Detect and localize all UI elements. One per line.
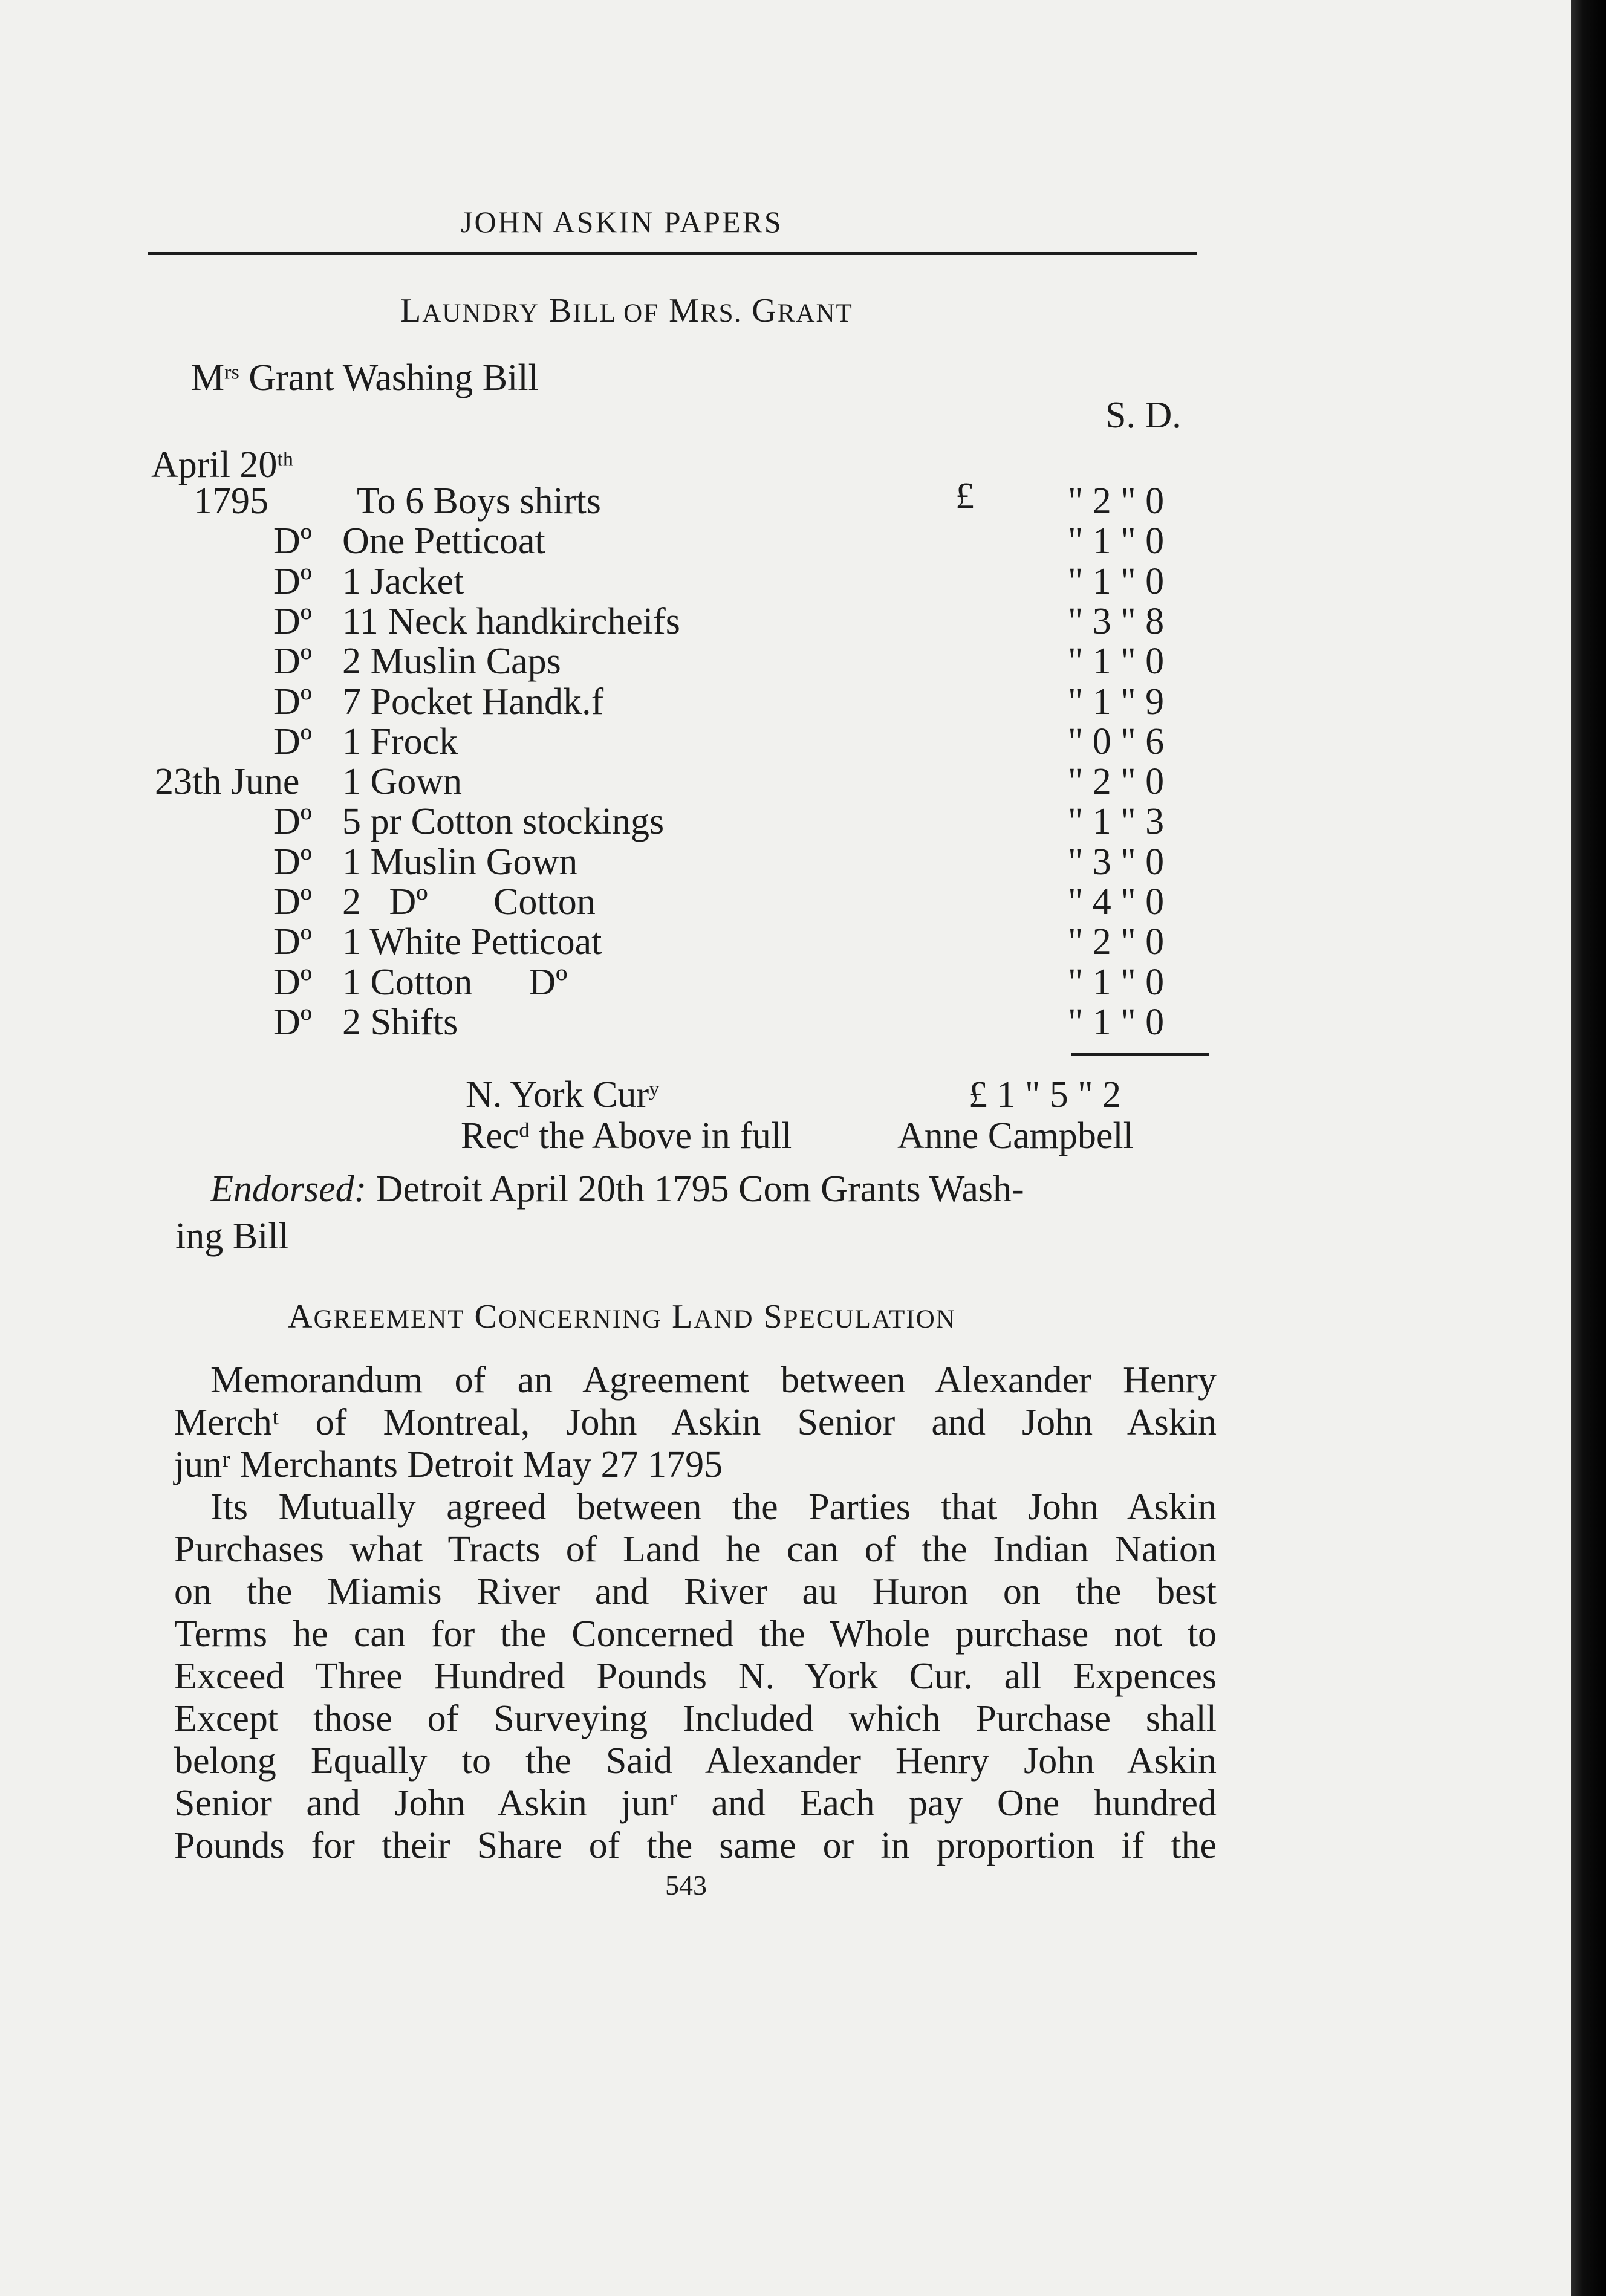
row-item: 2 Shifts [342, 1002, 458, 1043]
row-amount: " 1 " 0 [1068, 962, 1165, 1003]
row-item: 1 Jacket [342, 561, 464, 602]
currency-symbol: £ [955, 476, 974, 517]
row-date: Dº [273, 601, 312, 642]
endorsement: Endorsed: Detroit April 20th 1795 Com Grants Wash- [210, 1169, 1024, 1210]
first-year: 1795 [193, 481, 268, 522]
agreement-line: Except those of Surveying Included which Purchase shall [174, 1698, 1217, 1739]
total-amount: £ 1 " 5 " 2 [969, 1074, 1122, 1115]
row-amount: " 1 " 0 [1068, 561, 1165, 602]
row-item: 1 Frock [342, 721, 458, 762]
row-item: 5 pr Cotton stockings [342, 801, 665, 842]
total-rule [1071, 1053, 1209, 1056]
row-item: To 6 Boys shirts [357, 481, 601, 522]
page-edge-shadow [1571, 0, 1606, 2296]
agreement-line: Purchases what Tracts of Land he can of the Indian Nation [174, 1529, 1217, 1570]
row-date: Dº [273, 520, 312, 562]
row-date: Dº [273, 721, 312, 762]
row-amount: " 1 " 9 [1068, 681, 1165, 722]
row-date: Dº [273, 842, 312, 883]
row-amount: " 1 " 0 [1068, 520, 1165, 562]
agreement-line: Memorandum of an Agreement between Alexander Henry [210, 1360, 1217, 1401]
row-amount: " 2 " 0 [1068, 481, 1165, 522]
agreement-line: belong Equally to the Said Alexander Henry John Askin [174, 1740, 1217, 1782]
page-number: 543 [665, 1870, 707, 1901]
row-date: Dº [273, 962, 312, 1003]
row-item: 1 Muslin Gown [342, 842, 578, 883]
row-amount: " 4 " 0 [1068, 881, 1165, 923]
column-header-sd: S. D. [1105, 395, 1182, 436]
header-rule [148, 252, 1197, 255]
row-date: Dº [273, 681, 312, 722]
agreement-line: Its Mutually agreed between the Parties that John Askin [210, 1487, 1217, 1528]
row-item: 1 White Petticoat [342, 921, 602, 962]
row-date: Dº [273, 1002, 312, 1043]
row-amount: " 2 " 0 [1068, 761, 1165, 802]
agreement-line: junʳ Merchants Detroit May 27 1795 [174, 1444, 723, 1485]
row-amount: " 1 " 0 [1068, 641, 1165, 682]
row-item: 1 Gown [342, 761, 463, 802]
row-amount: " 3 " 8 [1068, 601, 1165, 642]
row-item: 2 Muslin Caps [342, 641, 561, 682]
row-date: Dº [273, 641, 312, 682]
row-item: 2 Dº Cotton [342, 881, 596, 923]
total-label: N. York Cur$^y$ [466, 1074, 660, 1115]
row-item: 11 Neck handkircheifs [342, 601, 680, 642]
row-date: Dº [273, 881, 312, 923]
receipt-signature: Anne Campbell [897, 1115, 1134, 1156]
first-date: April 20th [151, 444, 293, 485]
row-amount: " 3 " 0 [1068, 842, 1165, 883]
receipt-line: Rec$^d$ the Above in full [461, 1115, 792, 1156]
agreement-line: Merchᵗ of Montreal, John Askin Senior and John Askin [174, 1402, 1217, 1443]
row-date: Dº [273, 561, 312, 602]
bill-title: $M^{rs}$ Grant Washing Bill [191, 357, 539, 398]
row-date: Dº [273, 801, 312, 842]
agreement-line: Exceed Three Hundred Pounds N. York Cur. all Expences [174, 1656, 1217, 1697]
row-amount: " 0 " 6 [1068, 721, 1165, 762]
row-item: 1 Cotton Dº [342, 962, 568, 1003]
row-amount: " 2 " 0 [1068, 921, 1165, 962]
endorsement-continued: ing Bill [175, 1216, 289, 1257]
row-item: One Petticoat [342, 520, 545, 562]
row-amount: " 1 " 3 [1068, 801, 1165, 842]
agreement-line: Pounds for their Share of the same or in proportion if the [174, 1825, 1217, 1866]
row-amount: " 1 " 0 [1068, 1002, 1165, 1043]
row-date: 23th June [155, 761, 300, 802]
agreement-line: Terms he can for the Concerned the Whole purchase not to [174, 1613, 1217, 1655]
row-date: Dº [273, 921, 312, 962]
running-head: JOHN ASKIN PAPERS [461, 205, 783, 239]
row-item: 7 Pocket Handk.f [342, 681, 604, 722]
section-title-laundry-bill: LAUNDRY BILL OF MRS. GRANT [400, 292, 853, 329]
agreement-line: on the Miamis River and River au Huron on the best [174, 1571, 1217, 1612]
agreement-line: Senior and John Askin junʳ and Each pay One hundred [174, 1783, 1217, 1824]
section-title-agreement: AGREEMENT CONCERNING LAND SPECULATION [288, 1298, 956, 1335]
